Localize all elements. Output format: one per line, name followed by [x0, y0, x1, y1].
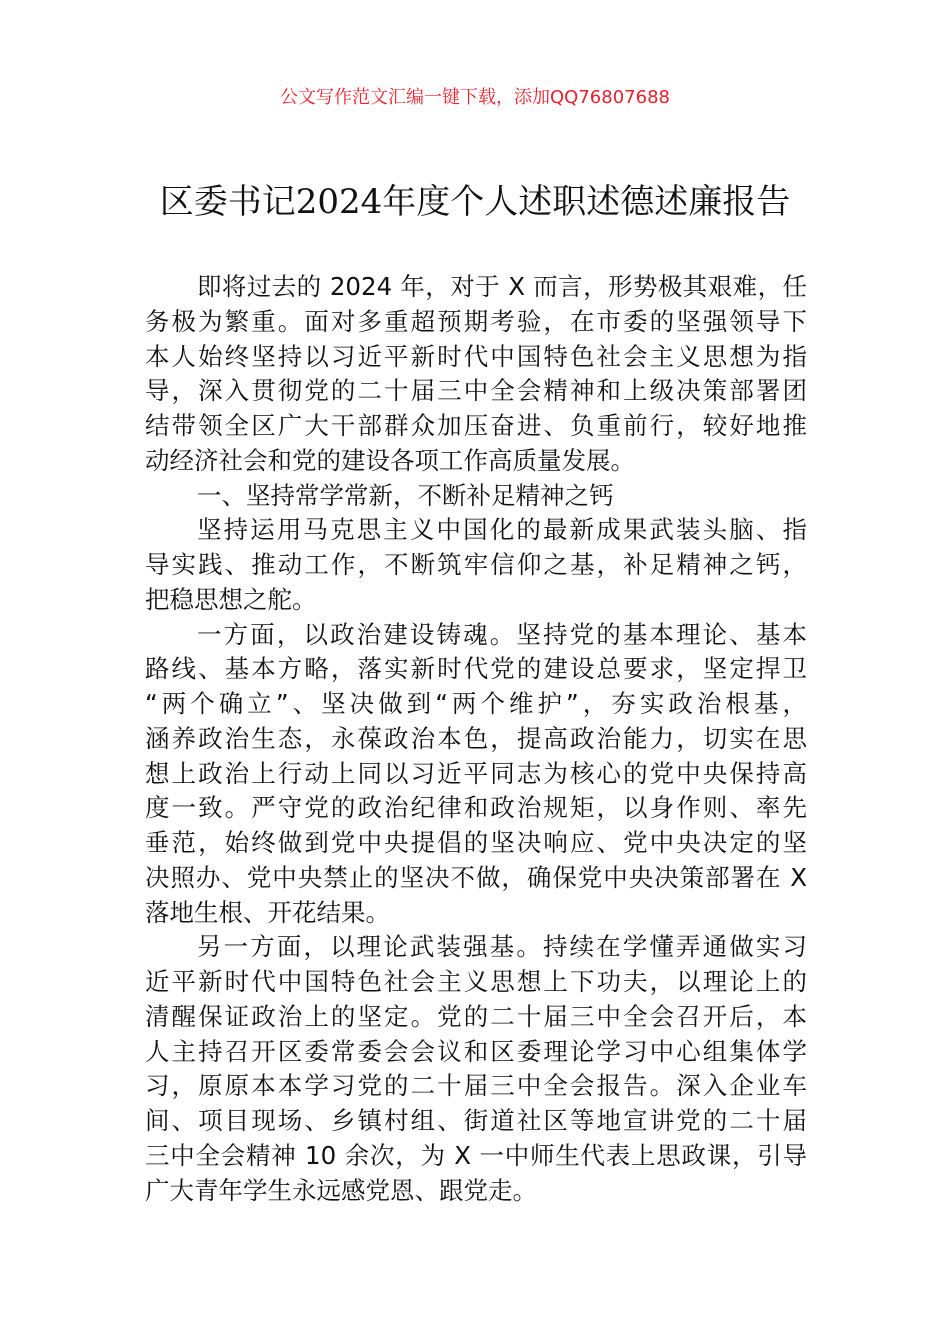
text-line: 清醒保证政治上的坚定。党的二十届三中全会召开后，本 [145, 1001, 807, 1031]
text-line: 间、项目现场、乡镇村组、街道社区等地宣讲党的二十届 [145, 1106, 807, 1135]
text-line: “两个确立”、坚决做到“两个维护”，夯实政治根基， [145, 689, 807, 718]
text-line: 落地生根、开花结果。 [145, 897, 390, 927]
text-line: 垂范，始终做到党中央提倡的坚决响应、党中央决定的坚 [145, 828, 807, 857]
text-line: 导，深入贯彻党的二十届三中全会精神和上级决策部署团 [145, 376, 807, 406]
text-line: 一方面，以政治建设铸魂。坚持党的基本理论、基本 [197, 619, 807, 649]
text-line: 三中全会精神 10 余次，为 X 一中师生代表上思政课，引导 [145, 1140, 807, 1170]
section-heading [145, 479, 807, 514]
text-line: 一、坚持常学常新，不断补足精神之钙 [197, 480, 614, 510]
text-line: 人主持召开区委常委会会议和区委理论学习中心组集体学 [145, 1036, 807, 1066]
download-watermark-link[interactable]: 公文写作范文汇编一键下载，添加QQ76807688 [280, 87, 670, 108]
paragraph [145, 270, 807, 479]
text-line: 近平新时代中国特色社会主义思想上下功夫，以理论上的 [145, 967, 807, 996]
paragraph [145, 513, 807, 617]
text-line: 广大青年学生永远感党恩、跟党走。 [145, 1175, 537, 1205]
text-line: 导实践、推动工作，不断筑牢信仰之基，补足精神之钙， [145, 550, 807, 579]
text-line: 另一方面，以理论武装强基。持续在学懂弄通做实习 [197, 932, 807, 962]
text-line: 把稳思想之舵。 [145, 584, 317, 614]
paragraph [145, 618, 807, 931]
text-line: 决照办、党中央禁止的坚决不做，确保党中央决策部署在 X [145, 862, 807, 892]
text-line: 度一致。严守党的政治纪律和政治规矩，以身作则、率先 [145, 793, 807, 823]
text-line: 涵养政治生态，永葆政治本色，提高政治能力，切实在思 [145, 723, 807, 753]
text-line: 想上政治上行动上同以习近平同志为核心的党中央保持高 [145, 758, 807, 788]
text-line: 动经济社会和党的建设各项工作高质量发展。 [145, 445, 635, 475]
text-line: 本人始终坚持以习近平新时代中国特色社会主义思想为指 [145, 341, 807, 371]
document-title: 区委书记2024年度个人述职述德述廉报告 [159, 182, 791, 222]
text-line: 结带领全区广大干部群众加压奋进、负重前行，较好地推 [145, 411, 807, 440]
text-line: 务极为繁重。面对多重超预期考验，在市委的坚强领导下 [145, 306, 807, 336]
text-line: 路线、基本方略，落实新时代党的建设总要求，坚定捍卫 [145, 654, 807, 684]
text-line: 坚持运用马克思主义中国化的最新成果武装头脑、指 [197, 515, 807, 545]
document-body [145, 270, 807, 1208]
paragraph [145, 930, 807, 1208]
text-line: 习，原原本本学习党的二十届三中全会报告。深入企业车 [145, 1071, 807, 1101]
text-line: 即将过去的 2024 年，对于 X 而言，形势极其艰难，任 [197, 272, 807, 301]
